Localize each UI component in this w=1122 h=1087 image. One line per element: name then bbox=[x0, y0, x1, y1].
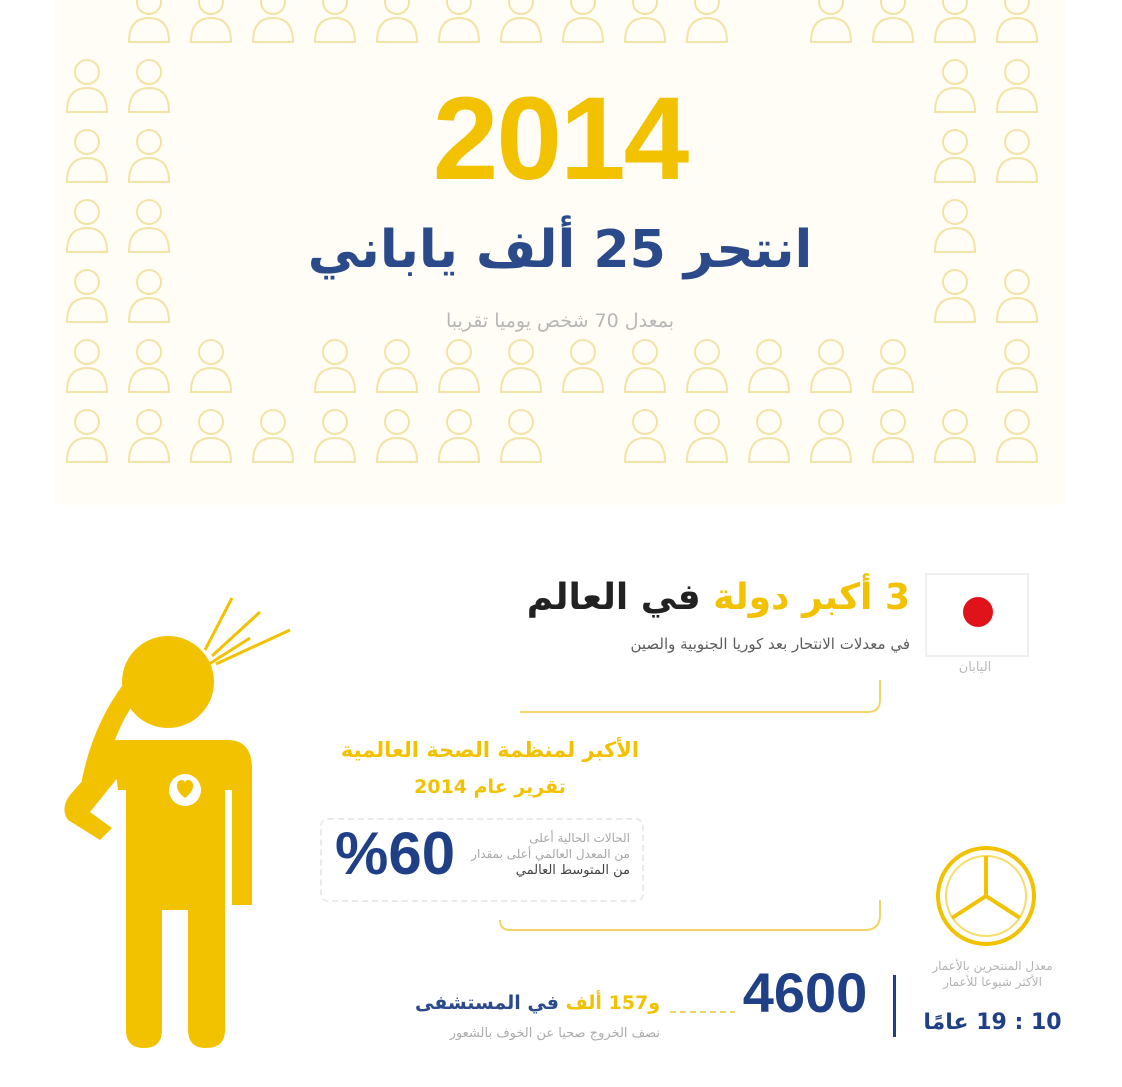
ranking-subtext: في معدلات الانتحار بعد كوريا الجنوبية والصين bbox=[630, 635, 910, 653]
who-title: الأكبر لمنظمة الصحة العالمية bbox=[340, 738, 640, 762]
age-note-line-1: معدل المنتحرين بالأعمار bbox=[932, 959, 1053, 973]
ranking-yellow-text: أكبر دولة bbox=[713, 577, 873, 618]
flag-caption: اليابان bbox=[958, 660, 992, 675]
percent-description bbox=[455, 830, 630, 880]
person-figure-icon bbox=[20, 590, 320, 1070]
percent-line-1: الحالات الحالية أعلى bbox=[529, 831, 630, 845]
ranking-number: 3 bbox=[884, 577, 910, 618]
percent-value: %60 bbox=[335, 820, 456, 887]
age-note-line-2: الأكثر شيوعا للأعمار bbox=[943, 975, 1042, 990]
percent-line-2: من المعدل العالمي أعلى بمقدار bbox=[471, 847, 630, 862]
subline: بمعدل 70 شخص يوميا تقريبا bbox=[445, 310, 675, 332]
hospital-heading bbox=[330, 992, 660, 1014]
clock-icon bbox=[930, 840, 1042, 952]
flag-red-dot bbox=[963, 597, 993, 627]
hospital-subtext: نصف الخروج صحيا عن الخوف بالشعور bbox=[449, 1026, 660, 1041]
hospital-yellow-text: و157 ألف bbox=[565, 992, 660, 1014]
japan-flag-icon bbox=[925, 573, 1029, 657]
age-note bbox=[905, 958, 1080, 990]
number-divider bbox=[893, 975, 896, 1037]
ranking-dark-text: في العالم bbox=[526, 577, 701, 618]
who-subtitle: تقرير عام 2014 bbox=[414, 776, 566, 798]
age-value: 10 : 19 عامًا bbox=[923, 1010, 1062, 1035]
stress-lines bbox=[205, 598, 290, 666]
headline: انتحر 25 ألف ياباني bbox=[307, 220, 813, 280]
hospital-navy-text: في المستشفى bbox=[415, 992, 559, 1014]
year-heading: 2014 bbox=[432, 73, 688, 205]
hospital-number: 4600 bbox=[742, 961, 868, 1024]
ranking-heading bbox=[500, 577, 910, 618]
percent-line-3: من المتوسط العالمي bbox=[515, 863, 630, 879]
